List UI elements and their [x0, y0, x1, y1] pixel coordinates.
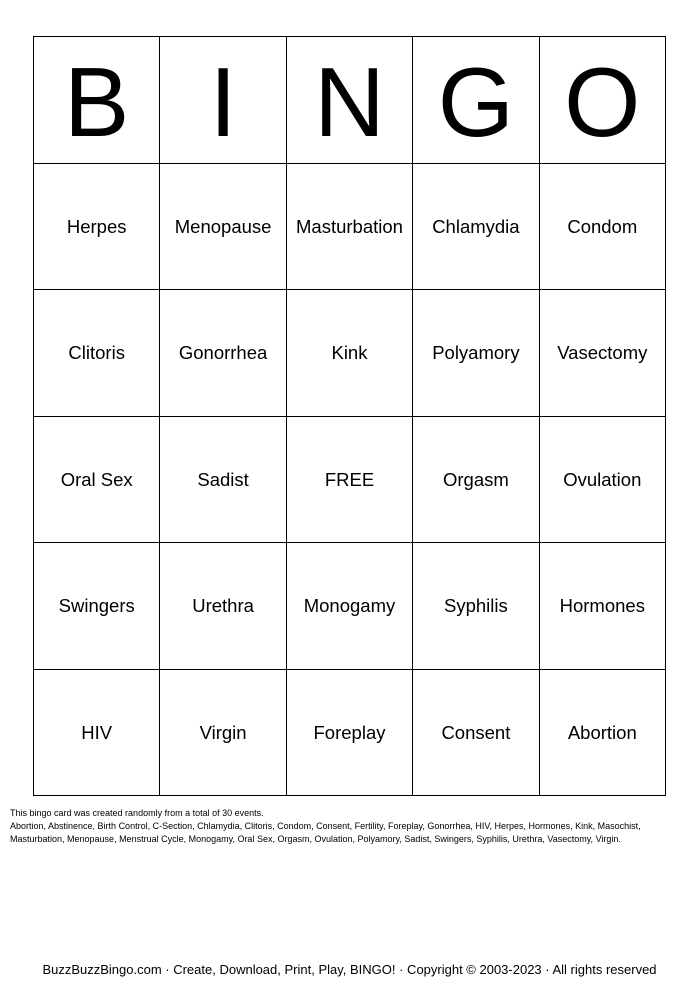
header-letter-g: G [413, 37, 539, 164]
bingo-cell: Abortion [540, 670, 666, 797]
bingo-cell: HIV [34, 670, 160, 797]
bingo-cell: Sadist [160, 417, 286, 544]
bingo-cell: Virgin [160, 670, 286, 797]
header-letter-n: N [287, 37, 413, 164]
bingo-cell: Masturbation [287, 164, 413, 291]
bingo-cell: Consent [413, 670, 539, 797]
bingo-cell: Orgasm [413, 417, 539, 544]
bingo-cell: Monogamy [287, 543, 413, 670]
card-summary: This bingo card was created randomly from a total of 30 events. [10, 808, 264, 818]
card-info [10, 807, 690, 846]
footer-copyright: BuzzBuzzBingo.com · Create, Download, Print, Play, BINGO! · Copyright © 2003-2023 · All rights reserved [42, 962, 657, 977]
events-list: Abortion, Abstinence, Birth Control, C-Section, Chlamydia, Clitoris, Condom, Consent, Fertility, Foreplay, Gonorrhea, HIV, Herpes, Hormones, Kink, Masochist, Masturbation, Menopause, Menstrual Cycle, Monogamy, Oral Sex, Orgasm, Ovulation, Polyamory, Sadist, Swingers, Syphilis, Urethra, Vasectomy, Virgin. [10, 821, 641, 844]
header-letter-o: O [540, 37, 666, 164]
header-letter-i: I [160, 37, 286, 164]
bingo-cell: Ovulation [540, 417, 666, 544]
bingo-cell: Urethra [160, 543, 286, 670]
bingo-cell: Chlamydia [413, 164, 539, 291]
bingo-cell: Gonorrhea [160, 290, 286, 417]
bingo-cell: Polyamory [413, 290, 539, 417]
bingo-cell: Syphilis [413, 543, 539, 670]
header-letter-b: B [34, 37, 160, 164]
bingo-cell: Oral Sex [34, 417, 160, 544]
bingo-cell: Menopause [160, 164, 286, 291]
bingo-cell: Condom [540, 164, 666, 291]
bingo-cell: Clitoris [34, 290, 160, 417]
bingo-cell: Swingers [34, 543, 160, 670]
bingo-cell: Herpes [34, 164, 160, 291]
bingo-cell: Foreplay [287, 670, 413, 797]
bingo-cell: Kink [287, 290, 413, 417]
free-space-cell: FREE [287, 417, 413, 544]
bingo-cell: Vasectomy [540, 290, 666, 417]
bingo-card [33, 36, 666, 796]
bingo-cell: Hormones [540, 543, 666, 670]
